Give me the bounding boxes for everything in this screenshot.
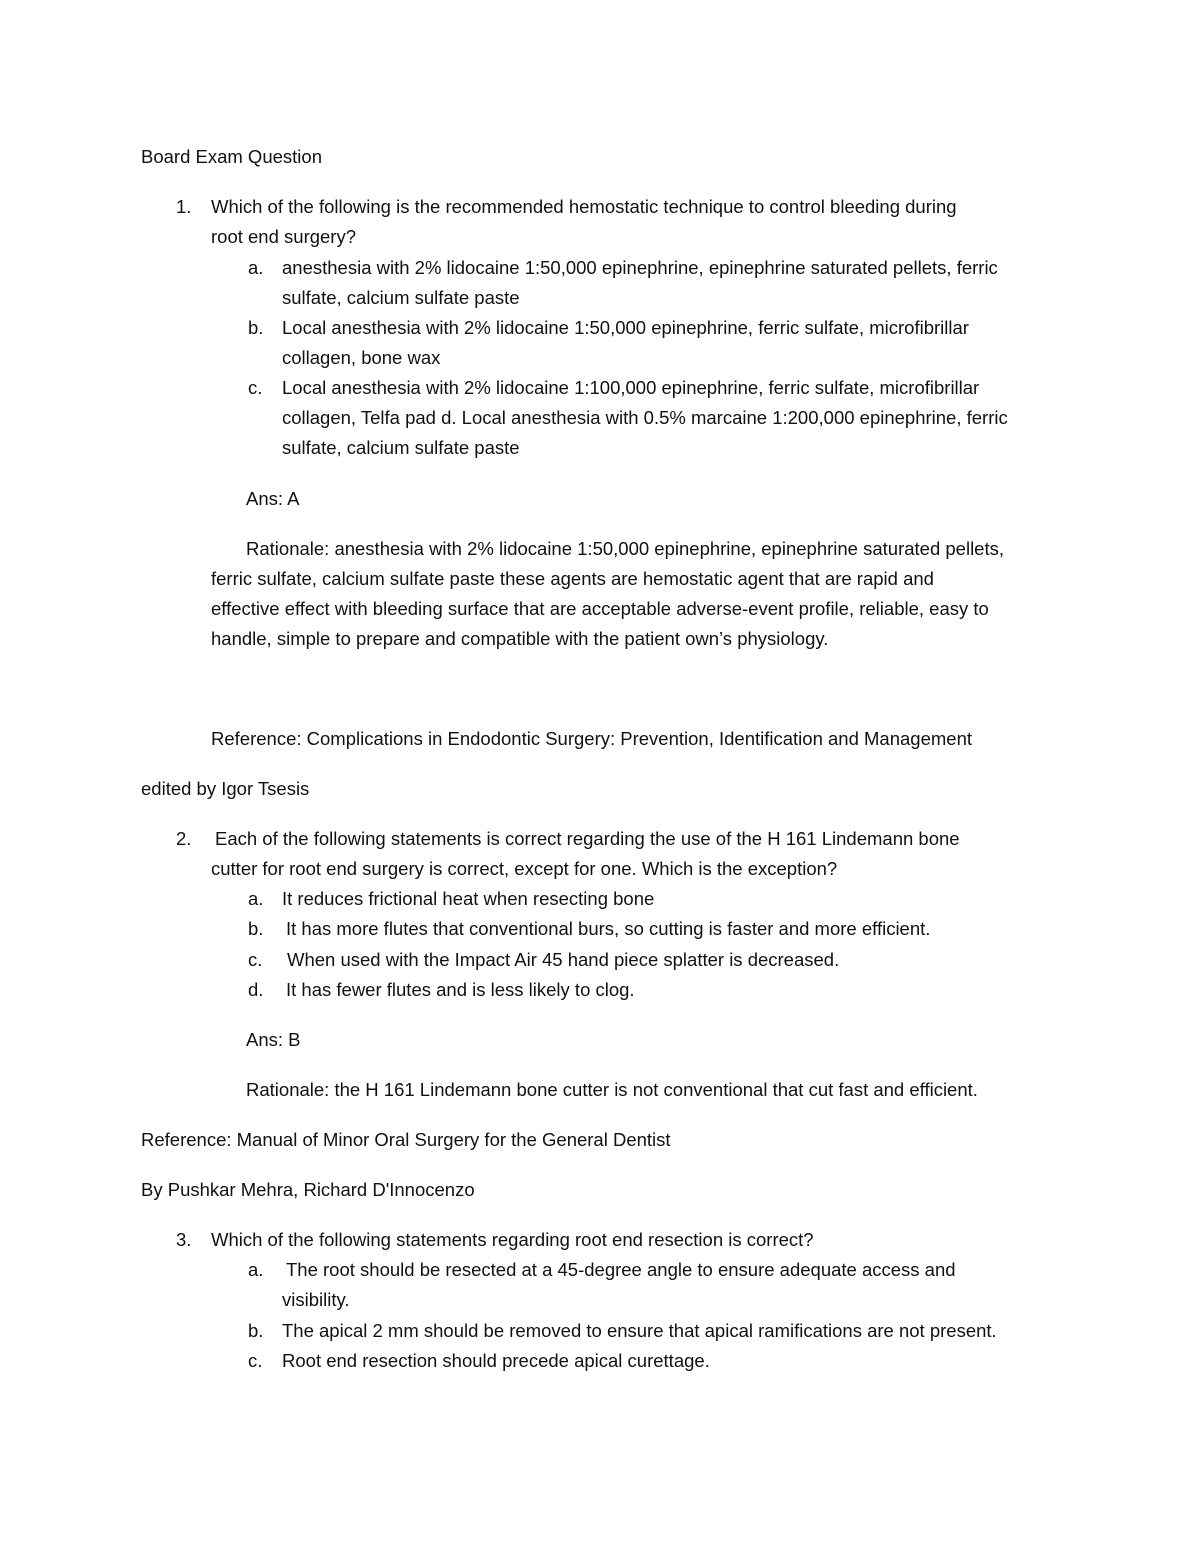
- question-stem: Each of the following statements is correct regarding the use of the H 161 Lindemann bone: [215, 828, 960, 849]
- rationale-text: Rationale: anesthesia with 2% lidocaine 1:50,000 epinephrine, epinephrine saturated pellets,: [246, 538, 1004, 559]
- option-text: Local anesthesia with 2% lidocaine 1:100,000 epinephrine, ferric sulfate, microfibrillar: [282, 377, 980, 398]
- option-text: It has fewer flutes and is less likely to clog.: [286, 979, 635, 1000]
- option-marker: d.: [248, 979, 264, 1000]
- option-text: anesthesia with 2% lidocaine 1:50,000 epinephrine, epinephrine saturated pellets, ferric: [282, 257, 998, 278]
- option-marker: b.: [248, 918, 264, 939]
- option-marker: b.: [248, 1320, 264, 1341]
- option-text: Root end resection should precede apical curettage.: [282, 1350, 710, 1371]
- question-stem: Which of the following statements regarding root end resection is correct?: [211, 1229, 814, 1250]
- option-text: It reduces frictional heat when resecting bone: [282, 888, 655, 909]
- option-text: visibility.: [282, 1289, 350, 1310]
- reference-text: By Pushkar Mehra, Richard D'Innocenzo: [141, 1179, 475, 1200]
- rationale-text: ferric sulfate, calcium sulfate paste these agents are hemostatic agent that are rapid and: [211, 568, 934, 589]
- option-text: It has more flutes that conventional burs, so cutting is faster and more efficient.: [286, 918, 931, 939]
- option-marker: c.: [248, 949, 263, 970]
- question-number: 3.: [176, 1229, 192, 1250]
- reference-text: Reference: Manual of Minor Oral Surgery for the General Dentist: [141, 1129, 671, 1150]
- reference-text: Reference: Complications in Endodontic Surgery: Prevention, Identification and Management: [211, 728, 972, 749]
- question-stem: cutter for root end surgery is correct, except for one. Which is the exception?: [211, 858, 838, 879]
- answer-text: Ans: B: [246, 1029, 301, 1050]
- rationale-text: handle, simple to prepare and compatible with the patient own’s physiology.: [211, 628, 829, 649]
- question-stem: Which of the following is the recommended hemostatic technique to control bleeding during: [211, 196, 957, 217]
- option-marker: a.: [248, 888, 264, 909]
- option-text: collagen, bone wax: [282, 347, 441, 368]
- option-text: The apical 2 mm should be removed to ensure that apical ramifications are not present.: [282, 1320, 997, 1341]
- reference-text: edited by Igor Tsesis: [141, 778, 310, 799]
- question-number: 2.: [176, 828, 192, 849]
- question-stem: root end surgery?: [211, 226, 357, 247]
- option-marker: b.: [248, 317, 264, 338]
- option-text: The root should be resected at a 45-degree angle to ensure adequate access and: [286, 1259, 956, 1280]
- option-text: sulfate, calcium sulfate paste: [282, 287, 520, 308]
- document-title: Board Exam Question: [141, 146, 322, 167]
- option-text: When used with the Impact Air 45 hand piece splatter is decreased.: [287, 949, 840, 970]
- question-number: 1.: [176, 196, 192, 217]
- option-marker: c.: [248, 1350, 263, 1371]
- option-marker: a.: [248, 1259, 264, 1280]
- option-text: Local anesthesia with 2% lidocaine 1:50,000 epinephrine, ferric sulfate, microfibrillar: [282, 317, 969, 338]
- rationale-text: Rationale: the H 161 Lindemann bone cutter is not conventional that cut fast and efficient.: [246, 1079, 978, 1100]
- answer-text: Ans: A: [246, 488, 300, 509]
- option-marker: a.: [248, 257, 264, 278]
- option-text: collagen, Telfa pad d. Local anesthesia with 0.5% marcaine 1:200,000 epinephrine, ferric: [282, 407, 1008, 428]
- option-text: sulfate, calcium sulfate paste: [282, 437, 520, 458]
- rationale-text: effective effect with bleeding surface that are acceptable adverse-event profile, reliable, easy to: [211, 598, 989, 619]
- option-marker: c.: [248, 377, 263, 398]
